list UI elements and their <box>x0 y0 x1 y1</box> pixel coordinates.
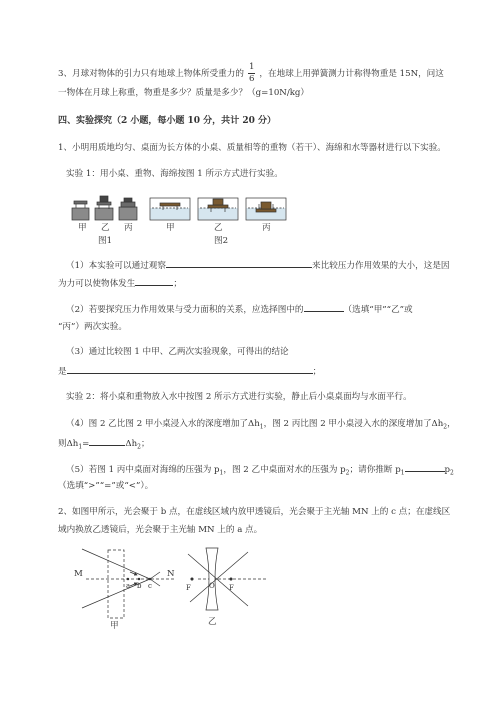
label-o: O <box>209 582 215 590</box>
label-f-right: F <box>229 584 234 592</box>
q2-line2: 域内换放乙透镜后，光会聚于主光轴 MN 上的 a 点。 <box>58 525 263 535</box>
section-heading: 四、实验探究（2 小题，每小题 10 分，共计 20 分） <box>58 116 276 126</box>
fig2-caption: 图2 <box>214 236 229 246</box>
fig1-label-jia: 甲 <box>78 223 87 233</box>
q3-line2: 一物体在月球上称重，物重是多少？质量是多少？（g=10N/kg） <box>58 88 310 98</box>
answer-blank-1b[interactable] <box>135 276 173 286</box>
label-c: c <box>148 582 152 590</box>
q1-part4-line2: 则$\Delta h_1= \Delta h_2$； <box>58 436 150 454</box>
fraction-denominator: 6 <box>248 74 255 84</box>
sponge-yi <box>95 208 113 220</box>
label-b: b <box>137 582 142 590</box>
q1-part2-line1 <box>66 302 413 316</box>
caption-jia: 甲 <box>110 621 119 630</box>
dashed-lens-region <box>108 550 124 618</box>
label-n: N <box>167 569 175 579</box>
figure-1 <box>72 196 137 220</box>
fig2-label-jia: 甲 <box>166 223 175 233</box>
q2-line1: 2、如图甲所示，光会聚于 b 点，在虚线区域内放甲透镜后，光会聚于主光轴 MN 上的 c 点；在虚线区 <box>58 507 451 517</box>
q1-part1-line1 <box>66 258 450 272</box>
fig2-label-yi: 乙 <box>214 223 223 233</box>
part1-text-c: 为力可以使物体发生 <box>58 279 136 289</box>
answer-blank-2[interactable] <box>304 302 344 312</box>
fig1-label-yi: 乙 <box>101 223 110 233</box>
q3-text-b: ，在地球上用弹簧测力计称得物重是 15N，问这 <box>259 69 444 79</box>
part2-text-b: （选填“甲”“乙”或 <box>343 305 413 315</box>
figure-2 <box>150 198 286 220</box>
label-m: M <box>74 569 83 579</box>
q1-intro: 1、小明用质地均匀、桌面为长方体的小桌、质量相等的重物（若干）、海绵和水等器材进行以下实验。 <box>58 143 446 153</box>
q3-line1 <box>58 62 444 85</box>
lens-figures <box>68 540 318 630</box>
figure-yi <box>188 548 268 610</box>
q1-part1-line2: 为力可以使物体发生 ； <box>58 276 182 290</box>
figure-1-2 <box>68 190 288 248</box>
fig2-label-bing: 丙 <box>262 223 271 233</box>
fig1-caption: 图1 <box>98 236 113 246</box>
q1-part5-line2: （选填“>”“=”或“<”）。 <box>58 481 154 491</box>
caption-yi: 乙 <box>208 617 217 627</box>
fraction-numerator: 1 <box>248 62 255 72</box>
q1-exp1: 实验 1：用小桌、重物、海绵按图 1 所示方式进行实验。 <box>66 169 283 179</box>
label-f-left: F <box>186 584 191 592</box>
label-a: a <box>126 582 131 590</box>
part1-text-b: 来比较压力作用效果的大小，这是因 <box>312 261 450 271</box>
fig1-label-bing: 丙 <box>124 223 133 233</box>
q1-part2-line2: “丙”）两次实验。 <box>58 322 127 332</box>
q1-part5-line1: （5）若图 1 丙中桌面对海绵的压强为 $p_1$，图 2 乙中桌面对水的压强为 $p_2$；请你推断 $p_1$ $p_2$ <box>66 462 454 480</box>
q3-text-a: 3、月球对物体的引力只有地球上物体所受重力的 <box>58 69 244 79</box>
part1-text-a: （1）本实验可以通过观察 <box>66 261 166 271</box>
answer-blank-3[interactable] <box>67 364 313 374</box>
answer-blank-1a[interactable] <box>166 258 312 268</box>
q1-part3-line2: 是 ； <box>58 364 321 378</box>
answer-blank-5[interactable] <box>405 462 445 472</box>
q1-part4-line1: （4）图 2 乙比图 2 甲小桌浸入水的深度增加了$\Delta h_1$，图 2 丙比图 2 甲小桌浸入水的深度增加了$\Delta h_2$， <box>66 419 456 431</box>
part2-text-a: （2）若要探究压力作用效果与受力面积的关系，应选择图中的 <box>66 305 304 315</box>
sponge-jia <box>72 208 89 220</box>
q1-exp2: 实验 2：将小桌和重物放入水中按图 2 所示方式进行实验，静止后小桌桌面均与水面平行。 <box>66 392 412 402</box>
q1-part3-line1: （3）通过比较图 1 中甲、乙两次实验现象，可得出的结论 <box>66 347 289 357</box>
sponge-bing <box>119 207 137 220</box>
fraction-one-sixth <box>248 62 255 85</box>
answer-blank-4[interactable] <box>89 436 125 446</box>
